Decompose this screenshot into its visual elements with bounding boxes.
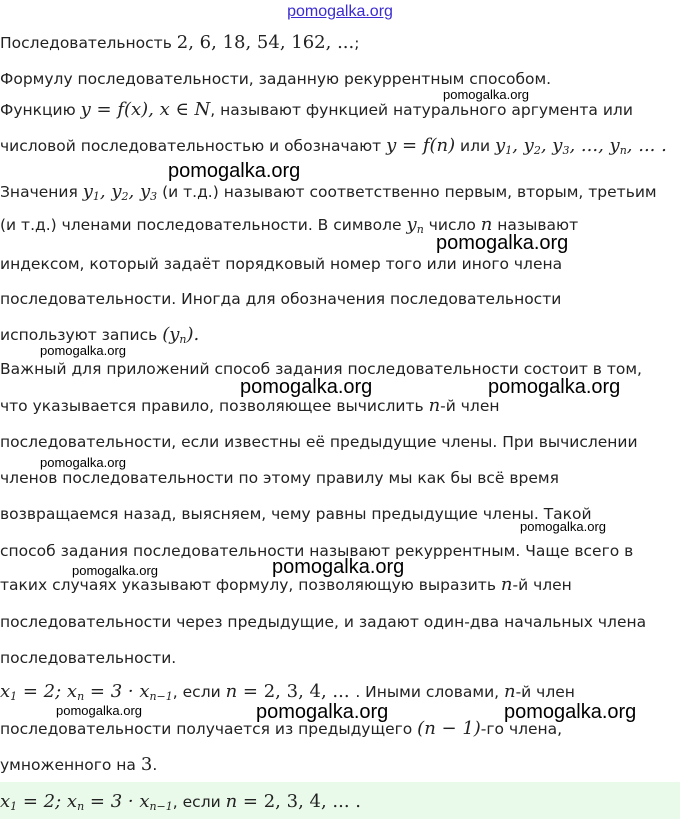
text: Последовательность bbox=[0, 34, 177, 52]
text-line-2 bbox=[0, 69, 551, 89]
answer-formula bbox=[0, 792, 361, 817]
text: последовательности получается из предыдущего bbox=[0, 720, 418, 738]
watermark: pomogalka.org bbox=[256, 701, 389, 723]
math-part: x bbox=[0, 791, 11, 812]
watermark: pomogalka.org bbox=[168, 160, 301, 182]
text: что указывается правило, позволяющее вычислить bbox=[0, 397, 429, 415]
math-sub: 1 bbox=[92, 190, 100, 203]
text: , если bbox=[172, 793, 226, 811]
math-part: y bbox=[495, 135, 506, 156]
text-line-8 bbox=[0, 289, 561, 309]
math-part: , y bbox=[128, 181, 151, 202]
math-sub: 3 bbox=[150, 190, 158, 203]
text-line-12 bbox=[0, 432, 638, 452]
text-line-17 bbox=[0, 612, 646, 632]
text: число bbox=[423, 216, 481, 234]
text: числовой последовательностью и обозначают bbox=[0, 137, 387, 155]
text-line-4 bbox=[0, 136, 667, 161]
math: y = f(x), x ∈ N bbox=[80, 99, 211, 120]
text: , называют функцией натурального аргумента или bbox=[210, 101, 633, 119]
watermark: pomogalka.org bbox=[272, 556, 405, 578]
math: n bbox=[500, 574, 513, 595]
text: или bbox=[455, 137, 496, 155]
math-sub: 2 bbox=[121, 190, 129, 203]
math-part: = 2; x bbox=[17, 791, 78, 812]
watermark: pomogalka.org bbox=[488, 376, 621, 398]
text: Важный для приложений способ задания последовательности состоит в том, bbox=[0, 360, 642, 378]
text-line-11 bbox=[0, 396, 500, 416]
site-link[interactable]: pomogalka.org bbox=[287, 3, 393, 20]
text-line-18 bbox=[0, 648, 176, 668]
text: , если bbox=[172, 683, 226, 701]
math-sub: 1 bbox=[10, 800, 18, 813]
text: . Иными словами, bbox=[355, 683, 504, 701]
math-part: = 2; x bbox=[17, 681, 78, 702]
math-sub: 2 bbox=[533, 144, 541, 157]
math-part: , y bbox=[540, 135, 563, 156]
watermark: pomogalka.org bbox=[56, 703, 142, 718]
math-sub: n bbox=[179, 333, 187, 346]
text-line-13 bbox=[0, 468, 559, 488]
math-sub: 3 bbox=[562, 144, 570, 157]
text: используют запись bbox=[0, 326, 163, 344]
answer-box bbox=[0, 782, 680, 819]
math: n bbox=[225, 791, 238, 812]
math bbox=[162, 324, 199, 345]
watermark: pomogalka.org bbox=[520, 519, 606, 534]
text: Формулу последовательности, заданную рекуррентным способом. bbox=[0, 70, 552, 88]
text: . bbox=[152, 756, 158, 774]
text: называют bbox=[492, 216, 579, 234]
text: Значения bbox=[0, 183, 83, 201]
text-line-21 bbox=[0, 755, 157, 775]
text-line-3 bbox=[0, 100, 633, 120]
math: (n − 1) bbox=[417, 718, 481, 739]
text: (и т.д.) членами последовательности. В символе bbox=[0, 216, 407, 234]
text: -го члена, bbox=[480, 720, 563, 738]
math-part: y bbox=[82, 181, 93, 202]
text: (и т.д.) называют соответственно первым, вторым, третьим bbox=[157, 183, 657, 201]
text-line-7 bbox=[0, 254, 562, 274]
text: последовательности. bbox=[0, 649, 177, 667]
text: последовательности. Иногда для обозначения последовательности bbox=[0, 290, 562, 308]
math: n bbox=[504, 681, 516, 702]
watermark: pomogalka.org bbox=[504, 701, 637, 723]
watermark: pomogalka.org bbox=[443, 87, 529, 102]
text: -й член bbox=[515, 683, 575, 701]
math: n bbox=[480, 214, 493, 235]
watermark: pomogalka.org bbox=[40, 343, 126, 358]
math bbox=[0, 681, 173, 702]
text: возвращаемся назад, выясняем, чему равны предыдущие члены. Такой bbox=[0, 505, 592, 523]
math bbox=[495, 135, 667, 156]
text: -й член bbox=[440, 397, 500, 415]
math-sub: n bbox=[416, 223, 424, 236]
text: способ задания последовательности называют рекуррентным. Чаще всего в bbox=[0, 542, 634, 560]
math-part: ). bbox=[186, 324, 200, 345]
math: 3 bbox=[140, 754, 153, 775]
text: членов последовательности по этому правилу мы как бы всё время bbox=[0, 469, 559, 487]
text-line-5 bbox=[0, 182, 657, 207]
math bbox=[407, 214, 424, 235]
math-sub: n bbox=[619, 144, 627, 157]
math: n bbox=[428, 395, 441, 416]
watermark: pomogalka.org bbox=[40, 455, 126, 470]
math-sub: 1 bbox=[10, 690, 18, 703]
text: -й член bbox=[512, 576, 572, 594]
text: индексом, который задаёт порядковый номер того или иного члена bbox=[0, 255, 563, 273]
math-sub: n bbox=[77, 800, 85, 813]
math-sub: n−1 bbox=[149, 690, 173, 703]
math: y = f(n) bbox=[386, 135, 456, 156]
math-part: , ..., y bbox=[569, 135, 620, 156]
math-sub: n−1 bbox=[149, 800, 173, 813]
text: последовательности, если известны её предыдущие члены. При вычислении bbox=[0, 433, 638, 451]
math: 2, 6, 18, 54, 162, ... bbox=[176, 32, 355, 53]
text: умноженного на bbox=[0, 756, 141, 774]
math bbox=[0, 791, 173, 812]
math-sub: 1 bbox=[505, 144, 513, 157]
math-part: (y bbox=[162, 324, 180, 345]
math-part: , y bbox=[512, 135, 534, 156]
text: таких случаях указывают формулу, позволяющую выразить bbox=[0, 576, 501, 594]
math-sub: n bbox=[77, 690, 85, 703]
math-part: x bbox=[0, 681, 11, 702]
math: n bbox=[225, 681, 238, 702]
text: последовательности через предыдущие, и задают один-два начальных члена bbox=[0, 613, 647, 631]
math-part: = 3 · x bbox=[84, 791, 150, 812]
math: = 2, 3, 4, ... . bbox=[237, 791, 362, 812]
watermark: pomogalka.org bbox=[72, 563, 158, 578]
text: Функцию bbox=[0, 101, 81, 119]
math-part: , ... . bbox=[626, 135, 667, 156]
math-part: , y bbox=[99, 181, 122, 202]
text-line-14 bbox=[0, 504, 592, 524]
math bbox=[83, 181, 157, 202]
text-line-1 bbox=[0, 33, 359, 53]
math: = 2, 3, 4, ... bbox=[237, 681, 356, 702]
watermark: pomogalka.org bbox=[436, 232, 569, 254]
watermark: pomogalka.org bbox=[240, 376, 373, 398]
math-part: = 3 · x bbox=[84, 681, 150, 702]
text: ; bbox=[354, 34, 360, 52]
math-part: y bbox=[406, 214, 417, 235]
